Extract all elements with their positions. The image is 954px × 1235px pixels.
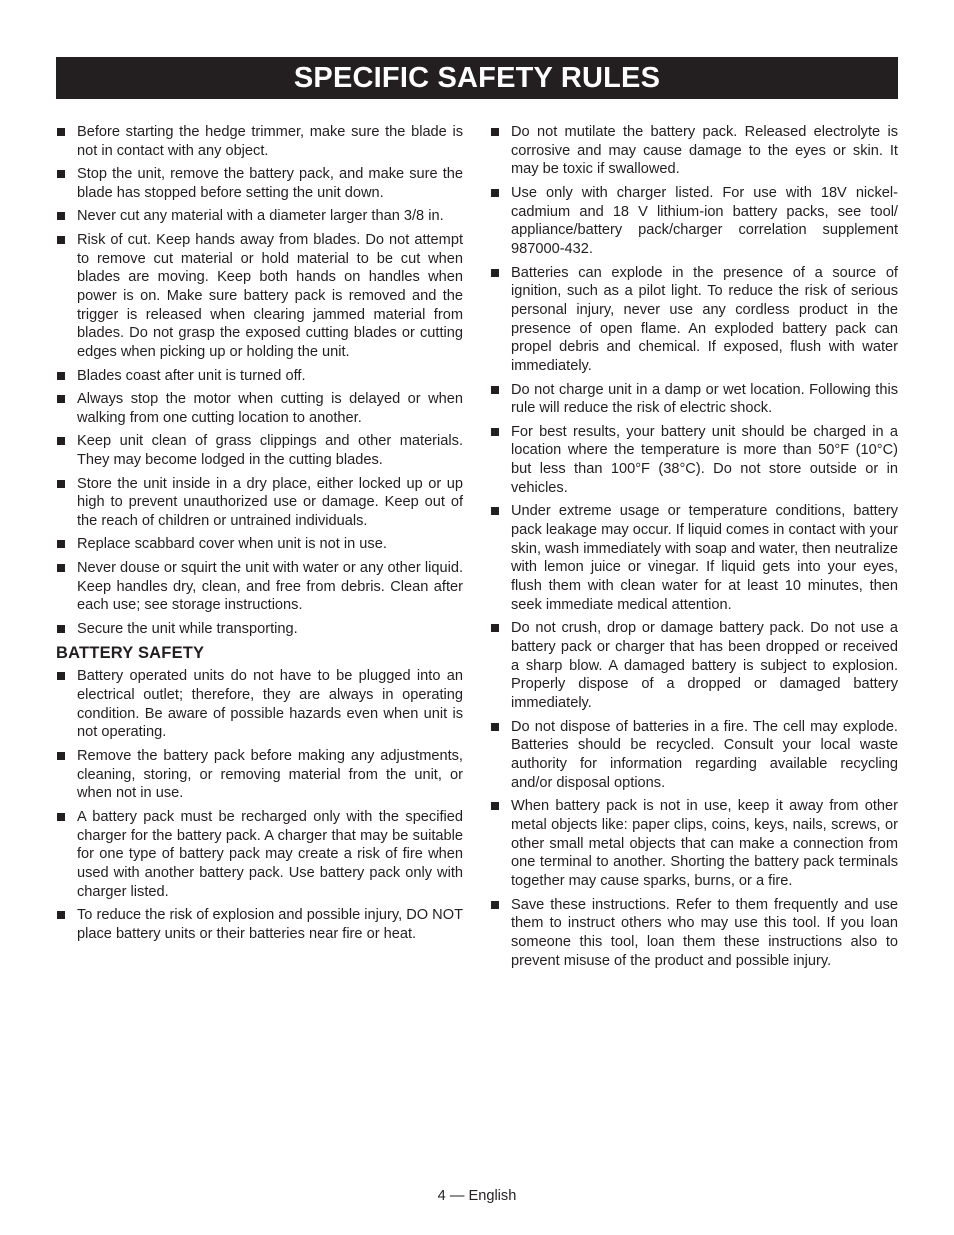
list-item-text: Before starting the hedge trimmer, make sure the blade is not in contact with any object. — [77, 124, 463, 159]
list-item-text: Stop the unit, remove the battery pack, and make sure the blade has stopped before setting the unit down. — [77, 166, 463, 201]
list-item — [56, 123, 463, 160]
list-item-text: Do not charge unit in a damp or wet location. Following this rule will reduce the risk of electric shock. — [511, 381, 898, 417]
list-item-text: Store the unit inside in a dry place, either locked up or up high to prevent unauthorized use or damage. Keep out of the reach of children or untrained individuals. — [77, 475, 463, 529]
list-item-text: Secure the unit while transporting. — [77, 620, 298, 637]
list-item — [56, 231, 463, 362]
square-bullet-icon — [57, 212, 65, 220]
square-bullet-icon — [57, 813, 65, 821]
safety-rules-list — [56, 123, 463, 639]
list-item — [56, 390, 463, 427]
battery-safety-heading: BATTERY SAFETY — [56, 644, 205, 663]
left-column — [56, 123, 463, 948]
list-item — [490, 718, 898, 793]
square-bullet-icon — [57, 170, 65, 178]
page-footer: 4 — English — [437, 1188, 517, 1204]
battery-safety-list-continued — [490, 123, 898, 970]
list-item-text: Replace scabbard cover when unit is not in use. — [77, 536, 387, 553]
list-item — [490, 502, 898, 614]
square-bullet-icon — [491, 269, 499, 277]
list-item — [56, 165, 463, 202]
list-item-text: When battery pack is not in use, keep it away from other metal objects like: paper clips, coins, keys, nails, screws, or other small metal objects that can make a connection from one terminal to another. Shorting the battery pack terminals together may cause sparks, burns, or a fire. — [511, 798, 898, 890]
list-item — [56, 207, 463, 226]
square-bullet-icon — [491, 428, 499, 436]
list-item-text: Save these instructions. Refer to them frequently and use them to instruct others who may use this tool. If you loan someone this tool, loan them these instructions also to prevent misuse of the product and possible injury. — [511, 896, 898, 969]
square-bullet-icon — [57, 480, 65, 488]
list-item — [56, 367, 463, 386]
list-item — [490, 896, 898, 971]
list-item — [490, 797, 898, 891]
list-item-text: Remove the battery pack before making any adjustments, cleaning, storing, or removing material from the unit, or when not in use. — [77, 747, 463, 802]
square-bullet-icon — [491, 901, 499, 909]
list-item — [56, 620, 463, 639]
list-item — [490, 423, 898, 498]
battery-safety-list — [56, 667, 463, 943]
list-item — [56, 747, 463, 803]
list-item — [490, 381, 898, 418]
square-bullet-icon — [491, 189, 499, 197]
list-item — [490, 264, 898, 376]
square-bullet-icon — [57, 752, 65, 760]
list-item — [56, 535, 463, 554]
square-bullet-icon — [57, 128, 65, 136]
list-item — [56, 475, 463, 531]
list-item — [56, 906, 463, 943]
square-bullet-icon — [57, 236, 65, 244]
list-item — [56, 432, 463, 469]
square-bullet-icon — [57, 911, 65, 919]
square-bullet-icon — [57, 540, 65, 548]
list-item-text: A battery pack must be recharged only with the specified charger for the battery pack. A charger that may be suitable for one type of battery pack may create a risk of fire when used with another battery pack. Use battery pack only with charger listed. — [77, 808, 463, 900]
list-item — [490, 123, 898, 179]
page-title: SPECIFIC SAFETY RULES — [56, 57, 898, 99]
square-bullet-icon — [491, 802, 499, 810]
square-bullet-icon — [491, 128, 499, 136]
square-bullet-icon — [57, 437, 65, 445]
list-item-text: Blades coast after unit is turned off. — [77, 367, 306, 384]
list-item-text: Under extreme usage or temperature conditions, battery pack leakage may occur. If liquid comes in contact with your skin, wash immediately with soap and water, then neutralize with lemon juice or vinegar. If liquid gets into your eyes, flush them with clean water for at least 10 minutes, then seek immediate medical attention. — [511, 503, 898, 613]
square-bullet-icon — [491, 723, 499, 731]
list-item-text: Risk of cut. Keep hands away from blades. Do not attempt to remove cut material or hold material to be cut when blades are moving. Keep both hands on handles when power is on. Make sure battery pack is removed and the trigger is released when clearing jammed material from blades. Do not grasp the exposed cutting blades or cutting edges when picking up or holding the unit. — [77, 231, 463, 361]
list-item-text: Never cut any material with a diameter larger than 3/8 in. — [77, 208, 444, 225]
list-item — [490, 619, 898, 713]
list-item — [56, 808, 463, 902]
list-item-text: Do not mutilate the battery pack. Released electrolyte is corrosive and may cause damage to the eyes or skin. It may be toxic if swallowed. — [511, 124, 898, 178]
square-bullet-icon — [57, 625, 65, 633]
square-bullet-icon — [491, 507, 499, 515]
list-item-text: Always stop the motor when cutting is delayed or when walking from one cutting location to another. — [77, 391, 463, 426]
list-item-text: To reduce the risk of explosion and possible injury, DO NOT place battery units or their batteries near fire or heat. — [77, 907, 463, 942]
list-item-text: Batteries can explode in the presence of a source of ignition, such as a pilot light. To reduce the risk of serious personal injury, never use any cordless product in the presence of open flame. An exploded battery pack can propel debris and chemical. If exposed, flush with water immediately. — [511, 264, 898, 375]
list-item-text: Use only with charger listed. For use with 18V nickel-cadmium and 18 V lithium-ion battery packs, see tool/ appliance/battery pack/charger correlation supplement 987000-432. — [511, 184, 898, 258]
square-bullet-icon — [491, 386, 499, 394]
list-item-text: Do not crush, drop or damage battery pack. Do not use a battery pack or charger that has been dropped or received a sharp blow. A damaged battery is subject to explosion. Properly dispose of a dropped or damaged battery immediately. — [511, 620, 898, 712]
square-bullet-icon — [491, 624, 499, 632]
right-column — [490, 123, 898, 975]
list-item — [56, 667, 463, 742]
list-item-text: Keep unit clean of grass clippings and other materials. They may become lodged in the cutting blades. — [77, 433, 463, 469]
list-item-text: Never douse or squirt the unit with water or any other liquid. Keep handles dry, clean, and free from debris. Clean after each use; see storage instructions. — [77, 559, 463, 614]
list-item — [56, 559, 463, 615]
square-bullet-icon — [57, 672, 65, 680]
list-item-text: Battery operated units do not have to be plugged into an electrical outlet; therefore, they are always in operating condition. Be aware of possible hazards even when unit is not operating. — [77, 668, 463, 741]
list-item-text: Do not dispose of batteries in a fire. The cell may explode. Batteries should be recycled. Consult your local waste authority for information regarding available recycling and/or disposal options. — [511, 718, 898, 791]
square-bullet-icon — [57, 564, 65, 572]
square-bullet-icon — [57, 395, 65, 403]
list-item — [490, 184, 898, 259]
list-item-text: For best results, your battery unit should be charged in a location where the temperature is more than 50°F (10°C) but less than 100°F (38°C). Do not store outside or in vehicles. — [511, 423, 898, 496]
square-bullet-icon — [57, 372, 65, 380]
